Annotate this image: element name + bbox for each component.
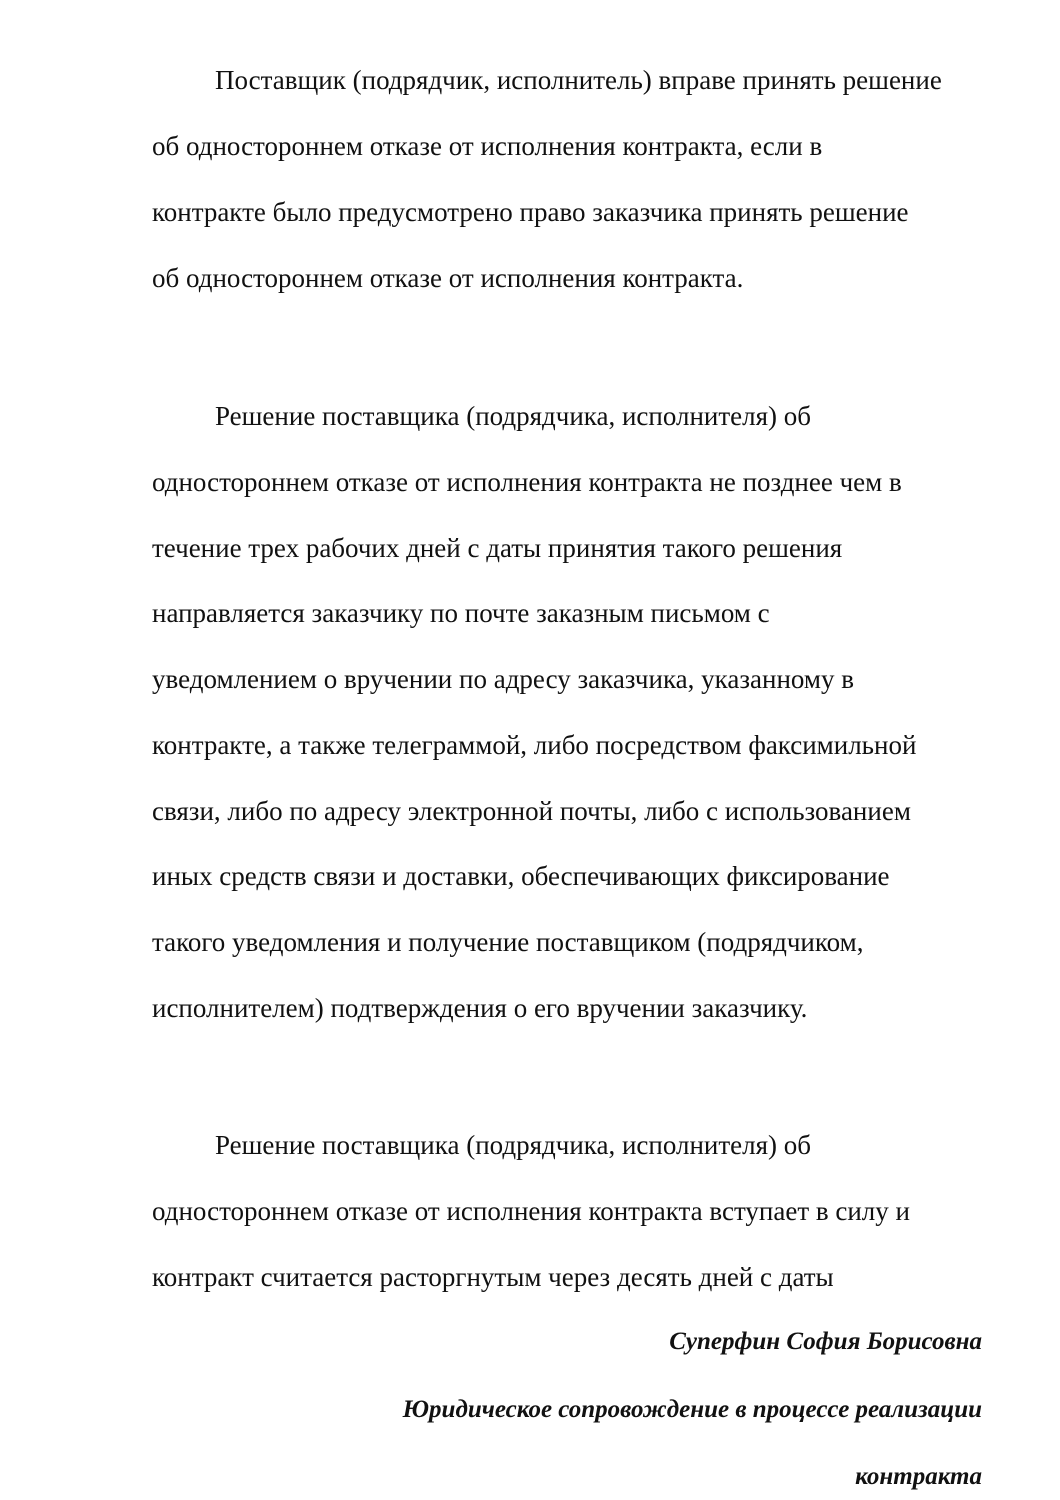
paragraph-2-line-7: связи, либо по адресу электронной почты, либо с использованием: [152, 796, 911, 826]
paragraph-2-line-3: течение трех рабочих дней с даты принятия такого решения: [152, 533, 843, 563]
paragraph-3-line-2: одностороннем отказе от исполнения контракта вступает в силу и: [152, 1196, 910, 1226]
paragraph-2-line-8: иных средств связи и доставки, обеспечивающих фиксирование: [152, 861, 890, 891]
paragraph-2-line-5: уведомлением о вручении по адресу заказчика, указанному в: [152, 664, 854, 694]
footer-author: Суперфин София Борисовна: [669, 1328, 982, 1355]
paragraph-3-line-3: контракт считается расторгнутым через десять дней с даты: [152, 1262, 834, 1292]
paragraph-1-line-3: контракте было предусмотрено право заказчика принять решение: [152, 197, 909, 227]
paragraph-1-line-2: об одностороннем отказе от исполнения контракта, если в: [152, 131, 823, 161]
paragraph-2-line-4: направляется заказчику по почте заказным письмом с: [152, 598, 770, 628]
paragraph-2-line-2: одностороннем отказе от исполнения контракта не позднее чем в: [152, 467, 902, 497]
paragraph-2-line-6: контракте, а также телеграммой, либо посредством факсимильной: [152, 730, 917, 760]
footer-title-line-2: контракта: [855, 1463, 982, 1490]
paragraph-1-line-4: об одностороннем отказе от исполнения контракта.: [152, 263, 744, 293]
paragraph-3-line-1: Решение поставщика (подрядчика, исполнителя) об: [215, 1130, 812, 1160]
paragraph-2-line-1: Решение поставщика (подрядчика, исполнителя) об: [215, 401, 812, 431]
paragraph-2-line-9: такого уведомления и получение поставщиком (подрядчиком,: [152, 927, 864, 957]
paragraph-1-line-1: Поставщик (подрядчик, исполнитель) вправе принять решение: [215, 65, 942, 95]
footer-title-line-1: Юридическое сопровождение в процессе реализации: [402, 1396, 982, 1423]
paragraph-2-line-10: исполнителем) подтверждения о его вручении заказчику.: [152, 993, 808, 1023]
